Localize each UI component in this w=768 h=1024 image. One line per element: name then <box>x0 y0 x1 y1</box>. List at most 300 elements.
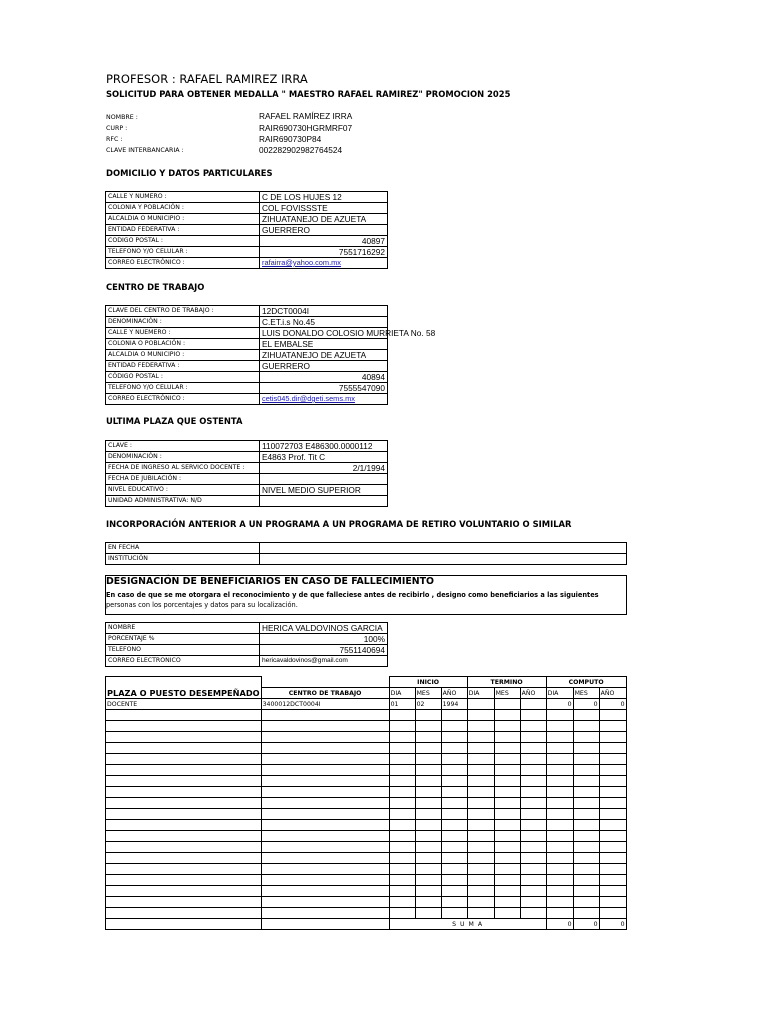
empty-cell <box>261 732 389 743</box>
empty-cell <box>546 897 573 908</box>
empty-cell <box>261 842 389 853</box>
row-value: ZIHUATANEJO DE AZUETA <box>260 350 388 361</box>
empty-cell <box>573 897 599 908</box>
sub-header-dia: DIA <box>467 688 494 699</box>
empty-cell <box>441 743 467 754</box>
empty-cell <box>467 732 494 743</box>
empty-cell <box>415 853 441 864</box>
table-row <box>106 485 388 496</box>
empty-cell <box>520 864 546 875</box>
empty-cell <box>261 743 389 754</box>
row-value: 110072703 E486300.0000112 <box>260 441 388 452</box>
empty-cell <box>261 897 389 908</box>
beneficiarios-heading: DESIGNACIÓN DE BENEFICIARIOS EN CASO DE FALLECIMIENTO <box>106 576 434 587</box>
row-label: CORREO ELECTRÓNICO : <box>106 258 260 269</box>
empty-cell <box>573 864 599 875</box>
empty-cell <box>467 710 494 721</box>
empty-cell <box>494 776 520 787</box>
empty-cell <box>467 776 494 787</box>
empty-cell <box>261 798 389 809</box>
cell-computo-anio: 0 <box>599 699 626 710</box>
row-label: INSTITUCIÓN <box>106 554 260 565</box>
table-row <box>106 258 388 269</box>
empty-cell <box>520 831 546 842</box>
group-header-termino: TERMINO <box>467 677 546 688</box>
row-label: EN FECHA <box>106 543 260 554</box>
empty-cell <box>573 743 599 754</box>
cell-computo-dia: 0 <box>546 699 573 710</box>
empty-cell <box>546 710 573 721</box>
row-label: CLAVE DEL CENTRO DE TRABAJO : <box>106 306 260 317</box>
row-label: COLONIA O POBLACIÓN : <box>106 339 260 350</box>
row-label: CORREO ELECTRÓNICO : <box>106 394 260 405</box>
table-row-empty <box>106 831 627 842</box>
empty-cell <box>467 754 494 765</box>
empty-cell <box>106 754 262 765</box>
table-row-empty <box>106 776 627 787</box>
empty-cell <box>441 754 467 765</box>
empty-cell <box>520 853 546 864</box>
empty-cell <box>389 798 415 809</box>
empty-cell <box>573 908 599 919</box>
empty-cell <box>546 721 573 732</box>
domicilio-table <box>105 191 388 269</box>
cell-computo-mes: 0 <box>573 699 599 710</box>
empty-cell <box>441 820 467 831</box>
trabajo-heading: CENTRO DE TRABAJO <box>106 282 205 292</box>
beneficiarios-text: personas con los porcentajes y datos para su localización. <box>106 601 298 609</box>
empty-cell <box>494 721 520 732</box>
historial-table <box>105 676 627 930</box>
empty-cell <box>261 875 389 886</box>
empty-cell <box>573 820 599 831</box>
empty-cell <box>106 908 262 919</box>
empty-cell <box>389 908 415 919</box>
empty-cell <box>106 721 262 732</box>
empty-cell <box>415 886 441 897</box>
col-header-plaza: PLAZA O PUESTO DESEMPEÑADO <box>106 677 262 699</box>
empty-cell <box>415 831 441 842</box>
row-value <box>260 474 388 485</box>
sub-header-anio: AÑO <box>520 688 546 699</box>
empty-cell <box>573 831 599 842</box>
empty-cell <box>261 908 389 919</box>
empty-cell <box>573 853 599 864</box>
row-label: TELEFONO Y/O CELULAR : <box>106 247 260 258</box>
row-value: C.ET.i.s No.45 <box>260 317 388 328</box>
empty-cell <box>494 842 520 853</box>
table-row-empty <box>106 710 627 721</box>
empty-cell <box>389 853 415 864</box>
table-row-empty <box>106 743 627 754</box>
suma-mes: 0 <box>573 919 599 930</box>
empty-cell <box>520 787 546 798</box>
sub-header-anio: AÑO <box>441 688 467 699</box>
empty-cell <box>494 897 520 908</box>
empty-cell <box>546 875 573 886</box>
empty-cell <box>494 732 520 743</box>
row-label: DENOMINACIÓN : <box>106 317 260 328</box>
empty-cell <box>389 875 415 886</box>
table-row <box>106 463 388 474</box>
empty-cell <box>389 765 415 776</box>
empty-cell <box>599 798 626 809</box>
empty-cell <box>520 765 546 776</box>
empty-cell <box>106 842 262 853</box>
empty-cell <box>467 853 494 864</box>
empty-cell <box>415 897 441 908</box>
empty-cell <box>494 809 520 820</box>
sub-header-mes: MES <box>494 688 520 699</box>
empty-cell <box>520 798 546 809</box>
row-label: ENTIDAD FEDERATIVA : <box>106 361 260 372</box>
empty-cell <box>599 721 626 732</box>
empty-cell <box>467 820 494 831</box>
empty-cell <box>573 721 599 732</box>
empty-cell <box>106 732 262 743</box>
table-row <box>106 328 388 339</box>
empty-cell <box>441 853 467 864</box>
empty-cell <box>261 831 389 842</box>
sub-header-anio: AÑO <box>599 688 626 699</box>
table-row-empty <box>106 875 627 886</box>
empty-cell <box>599 831 626 842</box>
empty-cell <box>106 787 262 798</box>
row-value: 100% <box>260 634 388 645</box>
empty-cell <box>573 765 599 776</box>
empty-cell <box>494 787 520 798</box>
empty-cell <box>467 842 494 853</box>
empty-cell <box>415 754 441 765</box>
empty-cell <box>599 754 626 765</box>
row-label: COLONIA Y POBLACIÓN : <box>106 203 260 214</box>
email-link[interactable]: cetis045.dir@dgeti.sems.mx <box>262 394 355 403</box>
empty-cell <box>441 875 467 886</box>
table-row-empty <box>106 787 627 798</box>
empty-cell <box>467 897 494 908</box>
empty-cell <box>599 743 626 754</box>
cell-termino-mes <box>494 699 520 710</box>
row-value: 7551716292 <box>260 247 388 258</box>
row-value: NIVEL MEDIO SUPERIOR <box>260 485 388 496</box>
empty-cell <box>389 787 415 798</box>
empty-cell <box>441 732 467 743</box>
plaza-heading: ULTIMA PLAZA QUE OSTENTA <box>106 416 243 426</box>
row-value: hericavaldovinos@gmail.com <box>260 656 388 667</box>
row-value: C DE LOS HUJES 12 <box>260 192 388 203</box>
empty-cell <box>389 842 415 853</box>
cell-plaza: DOCENTE <box>106 699 262 710</box>
table-row-empty <box>106 897 627 908</box>
row-label: CALLE Y NUMERO : <box>106 192 260 203</box>
col-header-centro: CENTRO DE TRABAJO <box>261 688 389 699</box>
empty-cell <box>415 908 441 919</box>
empty-cell <box>467 886 494 897</box>
email-link[interactable]: rafairra@yahoo.com.mx <box>262 258 341 267</box>
empty-cell <box>467 798 494 809</box>
table-row <box>106 623 388 634</box>
table-row-empty <box>106 886 627 897</box>
sub-header-dia: DIA <box>389 688 415 699</box>
empty-cell <box>389 886 415 897</box>
empty-cell <box>546 842 573 853</box>
row-label: DENOMINACIÓN : <box>106 452 260 463</box>
cell-inicio-anio: 1994 <box>441 699 467 710</box>
empty-cell <box>261 710 389 721</box>
row-value: EL EMBALSE <box>260 339 388 350</box>
empty-cell <box>389 809 415 820</box>
row-label: PORCENTAJE % <box>106 634 260 645</box>
row-label: CALLE Y NUEMERO : <box>106 328 260 339</box>
table-row-empty <box>106 754 627 765</box>
empty-cell <box>494 765 520 776</box>
suma-anio: 0 <box>599 919 626 930</box>
suma-label: S U M A <box>389 919 546 930</box>
empty-cell <box>599 787 626 798</box>
empty-cell <box>546 776 573 787</box>
empty-cell <box>599 842 626 853</box>
row-label: ENTIDAD FEDERATIVA : <box>106 225 260 236</box>
table-row <box>106 317 388 328</box>
empty-cell <box>415 864 441 875</box>
table-row <box>106 656 388 667</box>
table-row <box>106 361 388 372</box>
group-header-inicio: INICIO <box>389 677 467 688</box>
row-label: CODIGO POSTAL : <box>106 236 260 247</box>
empty-cell <box>494 908 520 919</box>
empty-cell <box>106 743 262 754</box>
table-row <box>106 634 388 645</box>
empty-cell <box>106 809 262 820</box>
personal-value: RAIR690730HGRMRF07 <box>259 123 353 133</box>
empty-cell <box>599 732 626 743</box>
row-label: CORREO ELECTRONICO <box>106 656 260 667</box>
table-row <box>106 474 388 485</box>
empty-cell <box>389 776 415 787</box>
empty-cell <box>494 754 520 765</box>
empty-cell <box>389 743 415 754</box>
row-value <box>260 543 627 554</box>
row-value <box>260 554 627 565</box>
empty-cell <box>261 776 389 787</box>
empty-cell <box>389 897 415 908</box>
table-row <box>106 350 388 361</box>
empty-cell <box>599 776 626 787</box>
table-row <box>106 214 388 225</box>
empty-cell <box>261 765 389 776</box>
row-value: 12DCT0004I <box>260 306 388 317</box>
row-label: NIVEL EDUCATIVO : <box>106 485 260 496</box>
page-title: PROFESOR : RAFAEL RAMIREZ IRRA <box>106 72 308 86</box>
empty-cell <box>106 710 262 721</box>
trabajo-table <box>105 305 436 405</box>
empty-cell <box>520 897 546 908</box>
empty-cell <box>599 765 626 776</box>
empty-cell <box>573 809 599 820</box>
empty-cell <box>389 831 415 842</box>
suma-dia: 0 <box>546 919 573 930</box>
table-row <box>106 645 388 656</box>
empty-cell <box>467 908 494 919</box>
empty-cell <box>520 776 546 787</box>
row-value: 7551140694 <box>260 645 388 656</box>
row-value: 40897 <box>260 236 388 247</box>
empty-cell <box>467 743 494 754</box>
empty-cell <box>441 842 467 853</box>
empty-cell <box>520 908 546 919</box>
empty-cell <box>106 875 262 886</box>
sub-header-mes: MES <box>573 688 599 699</box>
retiro-table <box>105 542 627 565</box>
empty-cell <box>106 831 262 842</box>
empty-cell <box>415 809 441 820</box>
empty-cell <box>389 710 415 721</box>
table-row <box>106 225 388 236</box>
table-row <box>106 306 388 317</box>
personal-label: CURP : <box>106 125 128 132</box>
empty-cell <box>599 864 626 875</box>
table-row <box>106 496 388 507</box>
empty-cell <box>415 798 441 809</box>
cell-centro: 3400012DCT0004I <box>261 699 389 710</box>
personal-value: RAFAEL RAMÍREZ IRRA <box>259 111 353 121</box>
empty-cell <box>573 710 599 721</box>
empty-cell <box>546 820 573 831</box>
empty-cell <box>441 721 467 732</box>
empty-cell <box>520 886 546 897</box>
empty-cell <box>546 743 573 754</box>
beneficiarios-box <box>105 575 627 615</box>
empty-cell <box>415 765 441 776</box>
row-value: GUERRERO <box>260 361 388 372</box>
table-row-empty <box>106 765 627 776</box>
table-row-suma <box>106 919 627 930</box>
row-label: CÓDIGO POSTAL : <box>106 372 260 383</box>
empty-cell <box>261 864 389 875</box>
table-row-empty <box>106 908 627 919</box>
empty-cell <box>441 776 467 787</box>
historial-empty-rows <box>106 710 627 919</box>
beneficiarios-table <box>105 622 388 667</box>
table-row <box>106 339 388 350</box>
empty-cell <box>467 721 494 732</box>
table-row <box>106 699 627 710</box>
empty-cell <box>546 809 573 820</box>
empty-cell <box>106 798 262 809</box>
empty-cell <box>389 732 415 743</box>
empty-cell <box>573 798 599 809</box>
empty-cell <box>467 864 494 875</box>
empty-cell <box>494 798 520 809</box>
empty-cell <box>415 875 441 886</box>
cell-termino-anio <box>520 699 546 710</box>
empty-cell <box>599 710 626 721</box>
table-row <box>106 203 388 214</box>
row-label: ALCALDIA O MUNICIPIO : <box>106 214 260 225</box>
table-row <box>106 247 388 258</box>
retiro-heading: INCORPORACIÓN ANTERIOR A UN PROGRAMA A UN PROGRAMA DE RETIRO VOLUNTARIO O SIMILAR <box>106 519 572 529</box>
empty-cell <box>599 820 626 831</box>
empty-cell <box>494 820 520 831</box>
row-label: TELEFONO Y/O CELULAR : <box>106 383 260 394</box>
empty-cell <box>546 908 573 919</box>
table-row <box>106 394 388 405</box>
empty-cell <box>106 776 262 787</box>
personal-label: RFC : <box>106 136 123 143</box>
empty-cell <box>261 853 389 864</box>
empty-cell <box>389 864 415 875</box>
empty-cell <box>546 732 573 743</box>
sub-header-mes: MES <box>415 688 441 699</box>
table-row-empty <box>106 864 627 875</box>
table-row <box>106 372 388 383</box>
empty-cell <box>415 776 441 787</box>
empty-cell <box>546 765 573 776</box>
empty-cell <box>261 721 389 732</box>
empty-cell <box>467 809 494 820</box>
empty-cell <box>599 875 626 886</box>
empty-cell <box>546 853 573 864</box>
personal-label: NOMBRE : <box>106 114 138 121</box>
empty-cell <box>520 875 546 886</box>
empty-cell <box>441 864 467 875</box>
personal-value: RAIR690730P84 <box>259 134 322 144</box>
empty-cell <box>261 754 389 765</box>
empty-cell <box>441 809 467 820</box>
table-row <box>106 192 388 203</box>
empty-cell <box>441 765 467 776</box>
empty-cell <box>261 787 389 798</box>
empty-cell <box>441 710 467 721</box>
empty-cell <box>520 743 546 754</box>
empty-cell <box>520 721 546 732</box>
empty-cell <box>494 864 520 875</box>
empty-cell <box>573 886 599 897</box>
empty-cell <box>467 831 494 842</box>
row-value: GUERRERO <box>260 225 388 236</box>
table-row <box>106 677 627 688</box>
empty-cell <box>441 798 467 809</box>
empty-cell <box>546 831 573 842</box>
empty-cell <box>520 809 546 820</box>
empty-cell <box>494 886 520 897</box>
empty-cell <box>441 831 467 842</box>
row-value: 7555547090 <box>260 383 388 394</box>
empty-cell <box>261 820 389 831</box>
cell-termino-dia <box>467 699 494 710</box>
row-value: HERICA VALDOVINOS GARCIA <box>260 623 388 634</box>
empty-cell <box>106 886 262 897</box>
empty-cell <box>599 908 626 919</box>
empty-cell <box>520 710 546 721</box>
empty-cell <box>441 897 467 908</box>
empty-cell <box>520 820 546 831</box>
empty-cell <box>261 886 389 897</box>
empty-cell <box>546 787 573 798</box>
domicilio-heading: DOMICILIO Y DATOS PARTICULARES <box>106 168 273 178</box>
empty-cell <box>415 743 441 754</box>
empty-cell <box>573 776 599 787</box>
row-label: UNIDAD ADMINISTRATIVA: N/D <box>106 496 260 507</box>
empty-cell <box>573 787 599 798</box>
row-label: TELEFONO <box>106 645 260 656</box>
empty-cell <box>415 787 441 798</box>
empty-cell <box>494 743 520 754</box>
table-row-empty <box>106 798 627 809</box>
row-value: LUIS DONALDO COLOSIO MURRIETA No. 58 <box>260 328 388 339</box>
row-label: FECHA DE JUBILACIÓN : <box>106 474 260 485</box>
empty-cell <box>415 721 441 732</box>
